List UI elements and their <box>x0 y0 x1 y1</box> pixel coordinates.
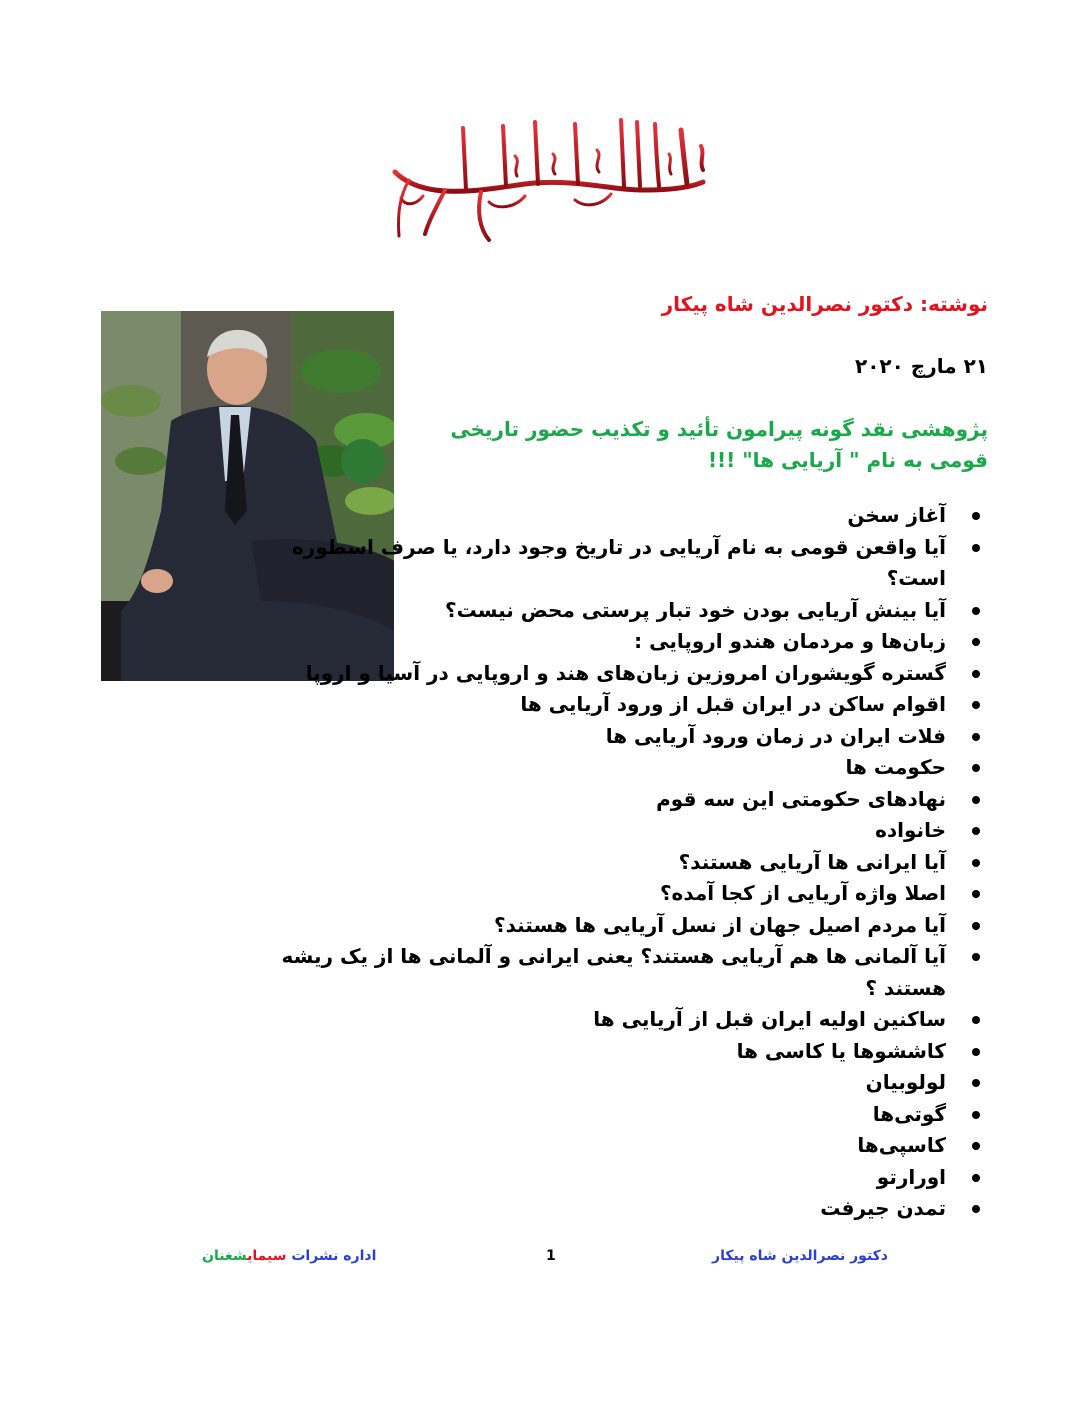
toc-item: آیا واقعن قومی به نام آریایی در تاریخ وجود دارد، یا صرف اسطوره است؟ <box>266 532 946 595</box>
footer-publisher <box>202 1248 376 1264</box>
toc-item: آیا آلمانی ها هم آریایی هستند؟ یعنی ایرانی و آلمانی ها از یک ریشه هستند ؟ <box>266 941 946 1004</box>
date-line: ۲۱ مارچ ۲۰۲۰ <box>855 354 988 378</box>
calligraphy-image <box>385 110 715 250</box>
toc-item: نهادهای حکومتی این سه قوم <box>266 784 946 816</box>
toc-item: فلات ایران در زمان ورود آریایی ها <box>266 721 946 753</box>
toc-item: کاسپی‌ها <box>266 1130 946 1162</box>
toc-item: آغاز سخن <box>266 500 946 532</box>
toc-item: آیا بینش آریایی بودن خود تبار پرستی محض نیست؟ <box>266 595 946 627</box>
toc-item: زبان‌ها و مردمان هندو اروپایی : <box>266 626 946 658</box>
research-title: پژوهشی نقد گونه پیرامون تأئید و تکذیب حضور تاریخی قومی به نام " آریایی ها" !!! <box>450 417 988 472</box>
toc-item: اقوام ساکن در ایران قبل از ورود آریایی ها <box>266 689 946 721</box>
page-number: 1 <box>546 1248 556 1264</box>
publisher-name-2: شغنان <box>202 1248 248 1264</box>
bismillah-calligraphy <box>385 110 715 250</box>
toc-item: خانواده <box>266 815 946 847</box>
footer-author: دکتور نصرالدین شاه پیکار <box>712 1248 888 1264</box>
toc-item: آیا ایرانی ها آریایی هستند؟ <box>266 847 946 879</box>
toc-item: اصلا واژه آریایی از کجا آمده؟ <box>266 878 946 910</box>
publisher-prefix: اداره نشرات <box>291 1248 377 1264</box>
toc-item: آیا مردم اصیل جهان از نسل آریایی ها هستند؟ <box>266 910 946 942</box>
toc-item: لولوبیان <box>266 1067 946 1099</box>
table-of-contents <box>266 500 946 1225</box>
toc-item: تمدن جیرفت <box>266 1193 946 1225</box>
publisher-name-1: سیمای <box>247 1248 287 1264</box>
toc-item: گوتی‌ها <box>266 1099 946 1131</box>
toc-item: ساکنین اولیه ایران قبل از آریایی ها <box>266 1004 946 1036</box>
toc-item: حکومت ها <box>266 752 946 784</box>
toc-item: گستره گویشوران امروزین زبان‌های هند و اروپایی در آسیا و اروپا <box>266 658 946 690</box>
author-line: نوشته: دکتور نصرالدین شاه پیکار <box>661 292 988 316</box>
toc-item: اورارتو <box>266 1162 946 1194</box>
toc-item: کاششوها یا کاسی ها <box>266 1036 946 1068</box>
